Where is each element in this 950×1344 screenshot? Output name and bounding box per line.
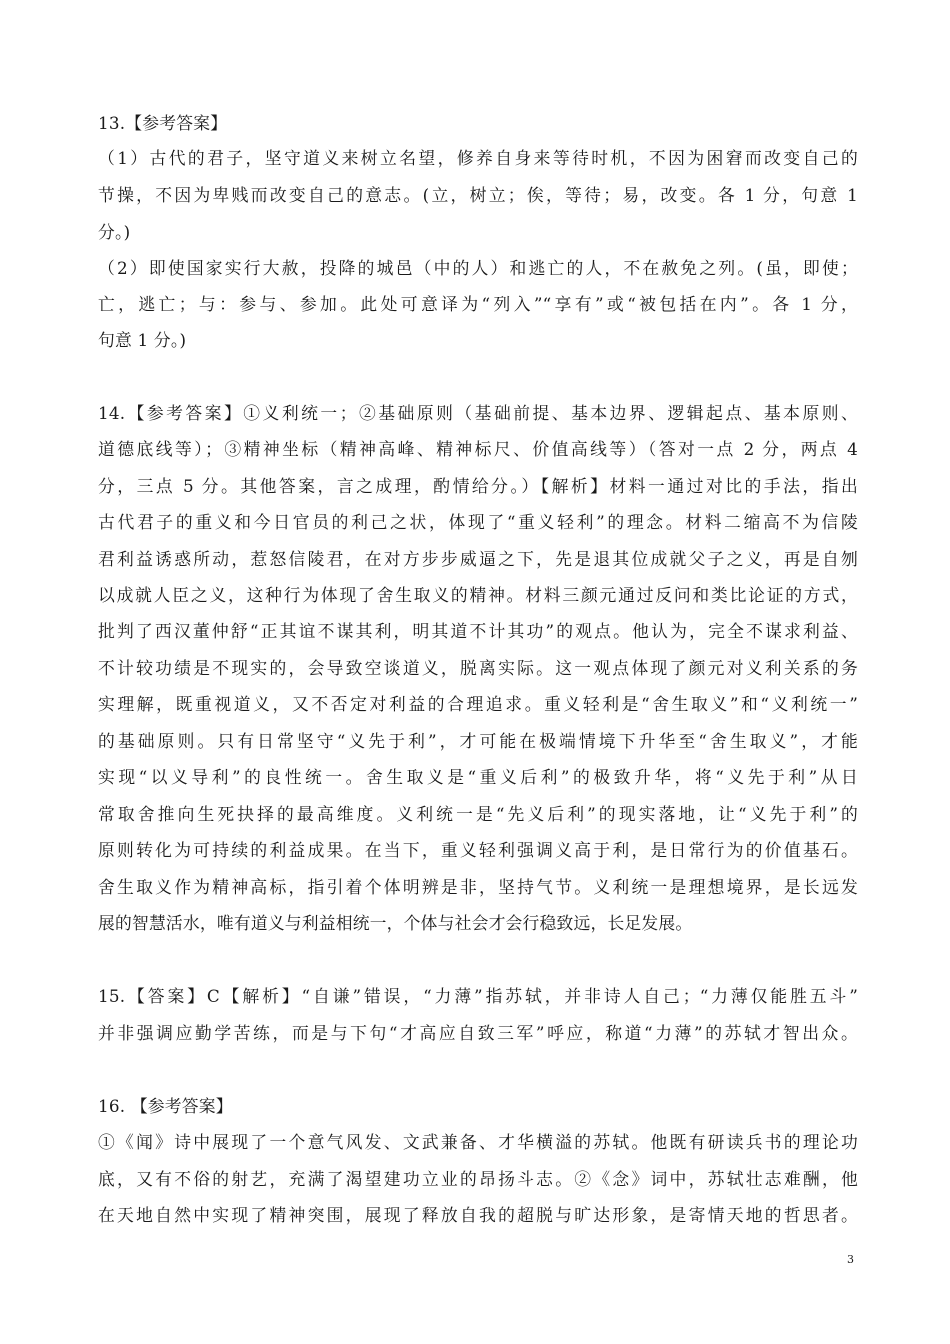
text-line: 以成就人臣之义，这种行为体现了舍生取义的精神。材料三颜元通过反问和类比论证的方式， <box>98 585 858 605</box>
text-line: 批判了西汉董仲舒“正其谊不谋其利，明其道不计其功”的观点。他认为，完全不谋求利益、 <box>98 621 858 641</box>
text-line: 分，三点 5 分。其他答案，言之成理，酌情给分。）【解析】材料一通过对比的手法，指出 <box>98 476 858 496</box>
text-line: （2）即使国家实行大赦，投降的城邑（中的人）和逃亡的人，不在赦免之列。(虽，即使； <box>98 258 858 278</box>
text-line: 实现“以义导利”的良性统一。舍生取义是“重义后利”的极致升华，将“义先于利”从日 <box>98 767 858 787</box>
text-line: 在天地自然中实现了精神突围，展现了释放自我的超脱与旷达形象，是寄情天地的哲思者。 <box>98 1205 858 1225</box>
text-line: 舍生取义作为精神高标，指引着个体明辨是非，坚持气节。义利统一是理想境界，是长远发 <box>98 877 858 897</box>
text-line: 底，又有不俗的射艺，充满了渴望建功立业的昂扬斗志。②《念》词中，苏轼壮志难酬，他 <box>98 1169 858 1189</box>
text-line: 节操，不因为卑贱而改变自己的意志。(立，树立；俟，等待；易，改变。各 1 分，句意 1 <box>98 185 858 205</box>
text-line: 原则转化为可持续的利益成果。在当下，重义轻利强调义高于利，是日常行为的价值基石。 <box>98 840 858 860</box>
text-line: 不计较功绩是不现实的，会导致空谈道义，脱离实际。这一观点体现了颜元对义利关系的务 <box>98 658 858 678</box>
text-line: 的基础原则。只有日常坚守“义先于利”，才可能在极端情境下升华至“舍生取义”，才能 <box>98 731 858 751</box>
text-line: （1）古代的君子，坚守道义来树立名望，修养自身来等待时机，不因为困窘而改变自己的 <box>98 148 858 168</box>
text-line: 句意 1 分。) <box>98 330 187 350</box>
text-line: 实理解，既重视道义，又不否定对利益的合理追求。重义轻利是“舍生取义”和“义利统一” <box>98 694 858 714</box>
answer-14-heading: 14.【参考答案】①义利统一；②基础原则（基础前提、基本边界、逻辑起点、基本原则、 <box>98 403 858 423</box>
text-line: 并非强调应勤学苦练，而是与下句“才高应自致三军”呼应，称道“力薄”的苏轼才智出众。 <box>98 1023 858 1043</box>
answer-15-heading: 15.【答案】C【解析】“自谦”错误，“力薄”指苏轼，并非诗人自己；“力薄仅能胜五斗” <box>98 986 858 1006</box>
text-line: 亡，逃亡；与：参与、参加。此处可意译为“列入”“享有”或“被包括在内”。各 1 分， <box>98 294 858 314</box>
text-line: 常取舍推向生死抉择的最高维度。义利统一是“先义后利”的现实落地，让“义先于利”的 <box>98 804 858 824</box>
text-line: 君利益诱惑所动，惹怒信陵君，在对方步步威逼之下，先是退其位成就父子之义，再是自刎 <box>98 549 858 569</box>
answer-13-heading: 13.【参考答案】 <box>98 113 228 133</box>
text-line: 分。) <box>98 222 131 242</box>
answer-16-heading: 16. 【参考答案】 <box>98 1096 233 1116</box>
page-number: 3 <box>847 1253 854 1266</box>
text-line: ①《闻》诗中展现了一个意气风发、文武兼备、才华横溢的苏轼。他既有研读兵书的理论功 <box>98 1132 858 1152</box>
text-line: 展的智慧活水，唯有道义与利益相统一，个体与社会才会行稳致远，长足发展。 <box>98 913 693 933</box>
text-line: 古代君子的重义和今日官员的利己之状，体现了“重义轻利”的理念。材料二缩高不为信陵 <box>98 512 858 532</box>
text-line: 道德底线等）；③精神坐标（精神高峰、精神标尺、价值高线等）（答对一点 2 分，两点 4 <box>98 439 858 459</box>
